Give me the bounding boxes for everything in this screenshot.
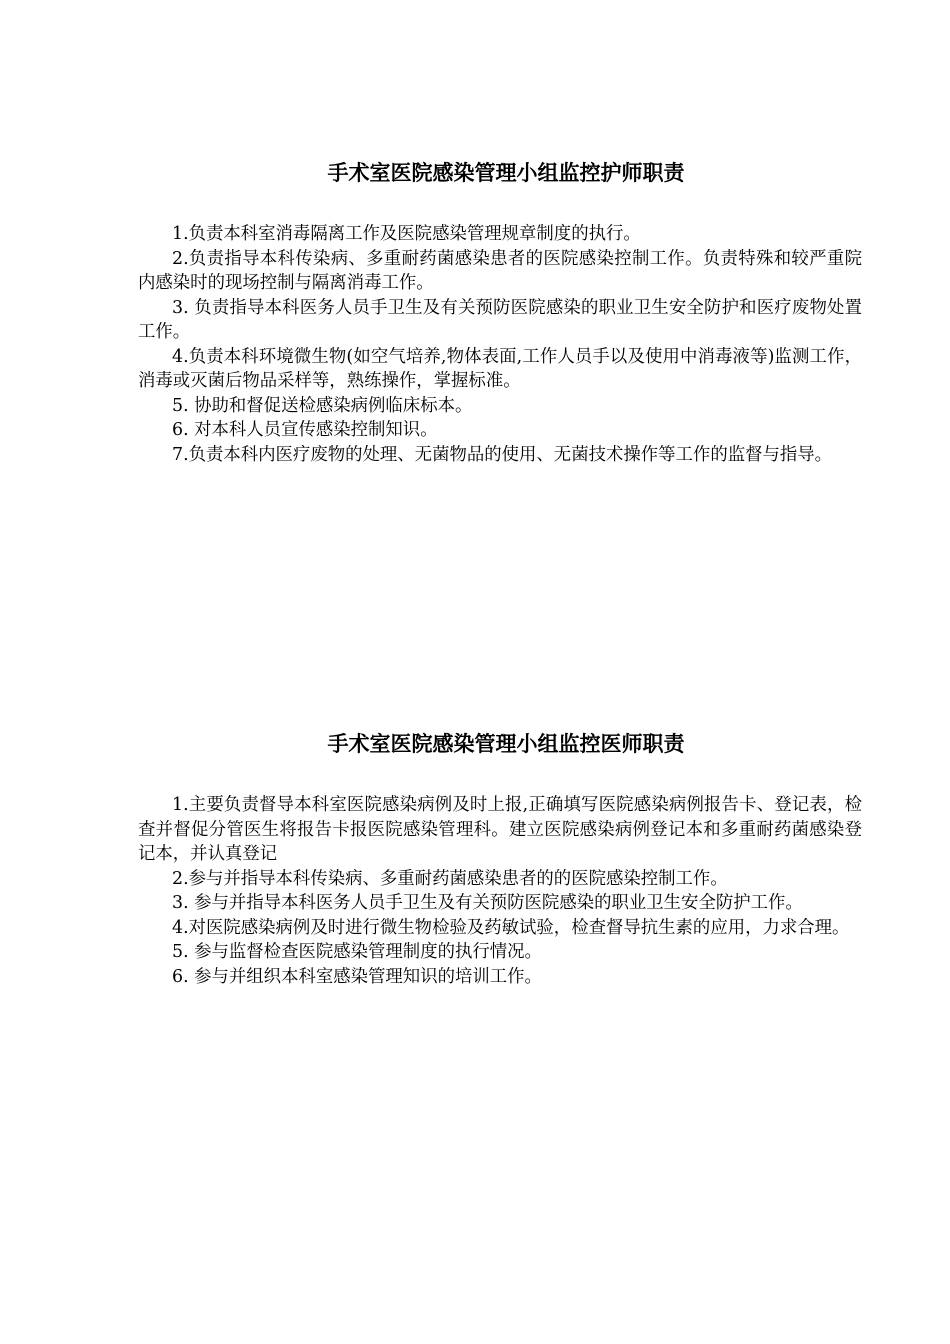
duty-item: 4.负责本科环境微生物(如空气培养,物体表面,工作人员手以及使用中消毒液等)监测工作，消毒或灭菌后物品采样等，熟练操作，掌握标准。 (138, 346, 862, 391)
duty-item: 2.参与并指导本科传染病、多重耐药菌感染患者的的医院感染控制工作。 (172, 868, 728, 889)
duty-item: 3. 参与并指导本科医务人员手卫生及有关预防医院感染的职业卫生安全防护工作。 (172, 893, 803, 913)
duty-item: 5. 协助和督促送检感染病例临床标本。 (172, 395, 473, 416)
duty-item: 7.负责本科内医疗废物的处理、无菌物品的使用、无菌技术操作等工作的监督与指导。 (172, 444, 833, 465)
duty-item: 1.主要负责督导本科室医院感染病例及时上报,正确填写医院感染病例报告卡、登记表，检查并督促分管医生将报告卡报医院感染管理科。建立医院感染病例登记本和多重耐药菌感染登记本，并认真登记 (138, 795, 862, 864)
duty-item: 1.负责本科室消毒隔离工作及医院感染管理规章制度的执行。 (172, 224, 641, 244)
duty-item: 6. 对本科人员宣传感染控制知识。 (172, 420, 438, 440)
section-title: 手术室医院感染管理小组监控医师职责 (327, 732, 685, 756)
duty-item: 2.负责指导本科传染病、多重耐药菌感染患者的医院感染控制工作。负责特殊和较严重院内感染时的现场控制与隔离消毒工作。 (138, 248, 862, 293)
duty-item: 3. 负责指导本科医务人员手卫生及有关预防医院感染的职业卫生安全防护和医疗废物处置工作。 (138, 297, 862, 342)
duty-item: 6. 参与并组织本科室感染管理知识的培训工作。 (172, 966, 542, 987)
nurse-duties-section (138, 156, 862, 467)
duty-item: 5. 参与监督检查医院感染管理制度的执行情况。 (172, 942, 542, 962)
section-title: 手术室医院感染管理小组监控护师职责 (327, 161, 685, 185)
doctor-duties-section (138, 727, 862, 989)
duty-item: 4.对医院感染病例及时进行微生物检验及药敏试验，检查督导抗生素的应用，力求合理。 (172, 917, 850, 938)
